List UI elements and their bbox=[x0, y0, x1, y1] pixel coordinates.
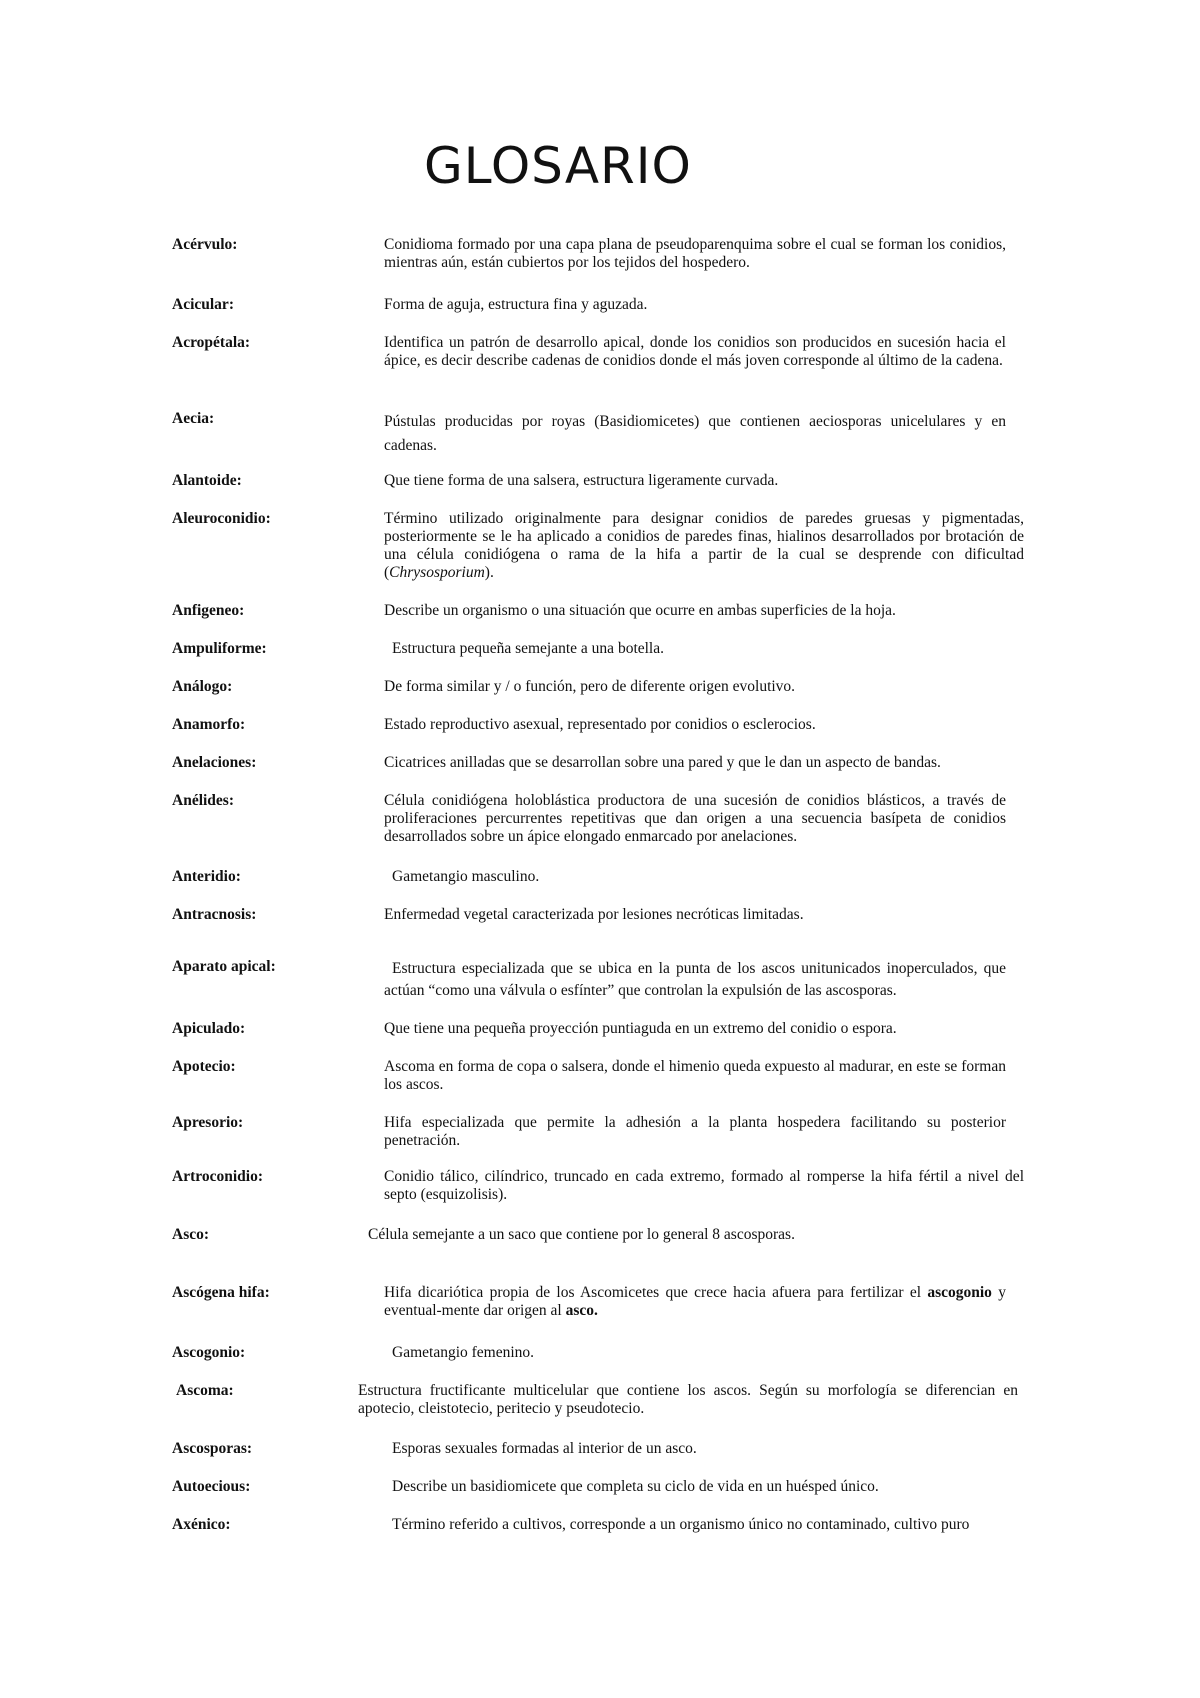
glossary-term: Acicular: bbox=[172, 296, 234, 313]
glossary-term: Ascogonio: bbox=[172, 1344, 246, 1361]
glossary-term: Acropétala: bbox=[172, 334, 251, 351]
glossary-term: Ampuliforme: bbox=[172, 640, 267, 657]
glossary-definition: De forma similar y / o función, pero de diferente origen evolutivo. bbox=[384, 678, 796, 695]
glossary-definition: Que tiene forma de una salsera, estructura ligeramente curvada. bbox=[384, 472, 779, 489]
glossary-definition: Estructura fructificante multicelular que contiene los ascos. Según su morfología se diferencian en apotecio, cleistotecio, peritecio y pseudotecio. bbox=[358, 1382, 1018, 1417]
glossary-definition: Conidio tálico, cilíndrico, truncado en cada extremo, formado al romperse la hifa fértil a nivel del septo (esquizolisis). bbox=[384, 1168, 1024, 1203]
glossary-term: Autoecious: bbox=[172, 1478, 251, 1495]
glossary-term: Aleuroconidio: bbox=[172, 510, 271, 527]
page-title: GLOSARIO bbox=[424, 137, 692, 195]
glossary-term: Apiculado: bbox=[172, 1020, 246, 1037]
glossary-definition: Pústulas producidas por royas (Basidiomicetes) que contienen aeciosporas unicelulares y en cadenas. bbox=[384, 413, 1006, 454]
glossary-term: Artroconidio: bbox=[172, 1168, 263, 1185]
glossary-definition: Estructura especializada que se ubica en la punta de los ascos unitunicados inoperculados, que actúan “como una válvula o esfínter” que controlan la expulsión de las ascosporas. bbox=[384, 960, 1006, 999]
glossary-term: Antracnosis: bbox=[172, 906, 257, 923]
glossary-definition: Enfermedad vegetal caracterizada por lesiones necróticas limitadas. bbox=[384, 906, 804, 923]
glossary-definition: Estructura pequeña semejante a una botella. bbox=[392, 640, 664, 657]
glossary-definition: Esporas sexuales formadas al interior de un asco. bbox=[392, 1440, 697, 1457]
glossary-term: Anélides: bbox=[172, 792, 234, 809]
glossary-definition: Hifa dicariótica propia de los Ascomicetes que crece hacia afuera para fertilizar el ascogonio y eventual-mente dar origen al asco. bbox=[384, 1284, 1006, 1319]
glossary-term: Ascosporas: bbox=[172, 1440, 253, 1457]
glossary-term: Asco: bbox=[172, 1226, 210, 1243]
glossary-term: Acérvulo: bbox=[172, 236, 238, 253]
glossary-term: Aecia: bbox=[172, 410, 215, 427]
glossary-term: Ascoma: bbox=[176, 1382, 234, 1399]
glossary-term: Ascógena hifa: bbox=[172, 1284, 270, 1301]
glossary-term: Anfigeneo: bbox=[172, 602, 245, 619]
glossary-definition: Hifa especializada que permite la adhesión a la planta hospedera facilitando su posterior penetración. bbox=[384, 1114, 1006, 1149]
glossary-definition: Término utilizado originalmente para designar conidios de paredes gruesas y pigmentadas, posteriormente se le ha aplicado a conidios de paredes finas, hialinos desarrollados por brotación de una célula conidiógena o rama de la hifa a partir de la cual se desprende con dificultad (Chrysosporium). bbox=[384, 510, 1024, 581]
glossary-definition: Forma de aguja, estructura fina y aguzada. bbox=[384, 296, 648, 313]
glossary-definition: Célula semejante a un saco que contiene por lo general 8 ascosporas. bbox=[368, 1226, 795, 1243]
glossary-term: Apresorio: bbox=[172, 1114, 244, 1131]
glossary-definition: Que tiene una pequeña proyección puntiaguda en un extremo del conidio o espora. bbox=[384, 1020, 897, 1037]
glossary-definition: Ascoma en forma de copa o salsera, donde el himenio queda expuesto al madurar, en este se forman los ascos. bbox=[384, 1058, 1006, 1093]
glossary-term: Aparato apical: bbox=[172, 958, 276, 975]
glossary-definition: Identifica un patrón de desarrollo apical, donde los conidios son producidos en sucesión hacia el ápice, es decir describe cadenas de conidios donde el más joven corresponde al último de la cadena. bbox=[384, 334, 1006, 369]
glossary-definition: Cicatrices anilladas que se desarrollan sobre una pared y que le dan un aspecto de bandas. bbox=[384, 754, 941, 771]
glossary-definition: Gametangio femenino. bbox=[392, 1344, 535, 1361]
glossary-definition: Conidioma formado por una capa plana de pseudoparenquima sobre el cual se forman los conidios, mientras aún, están cubiertos por los tejidos del hospedero. bbox=[384, 236, 1006, 271]
glossary-term: Anamorfo: bbox=[172, 716, 246, 733]
glossary-definition: Describe un basidiomicete que completa su ciclo de vida en un huésped único. bbox=[392, 1478, 879, 1495]
glossary-term: Anelaciones: bbox=[172, 754, 257, 771]
glossary-term: Anteridio: bbox=[172, 868, 241, 885]
glossary-term: Apotecio: bbox=[172, 1058, 236, 1075]
glossary-definition: Describe un organismo o una situación que ocurre en ambas superficies de la hoja. bbox=[384, 602, 896, 619]
glossary-definition: Estado reproductivo asexual, representado por conidios o esclerocios. bbox=[384, 716, 816, 733]
glossary-term: Alantoide: bbox=[172, 472, 242, 489]
glossary-definition: Término referido a cultivos, corresponde a un organismo único no contaminado, cultivo puro bbox=[392, 1516, 970, 1533]
glossary-term: Axénico: bbox=[172, 1516, 231, 1533]
glossary-definition: Célula conidiógena holoblástica productora de una sucesión de conidios blásticos, a través de proliferaciones percurrentes repetitivas que dan origen a una secuencia basípeta de conidios desarrollados sobre un ápice elongado enmarcado por anelaciones. bbox=[384, 792, 1006, 845]
glossary-term: Análogo: bbox=[172, 678, 233, 695]
glossary-definition: Gametangio masculino. bbox=[392, 868, 540, 885]
